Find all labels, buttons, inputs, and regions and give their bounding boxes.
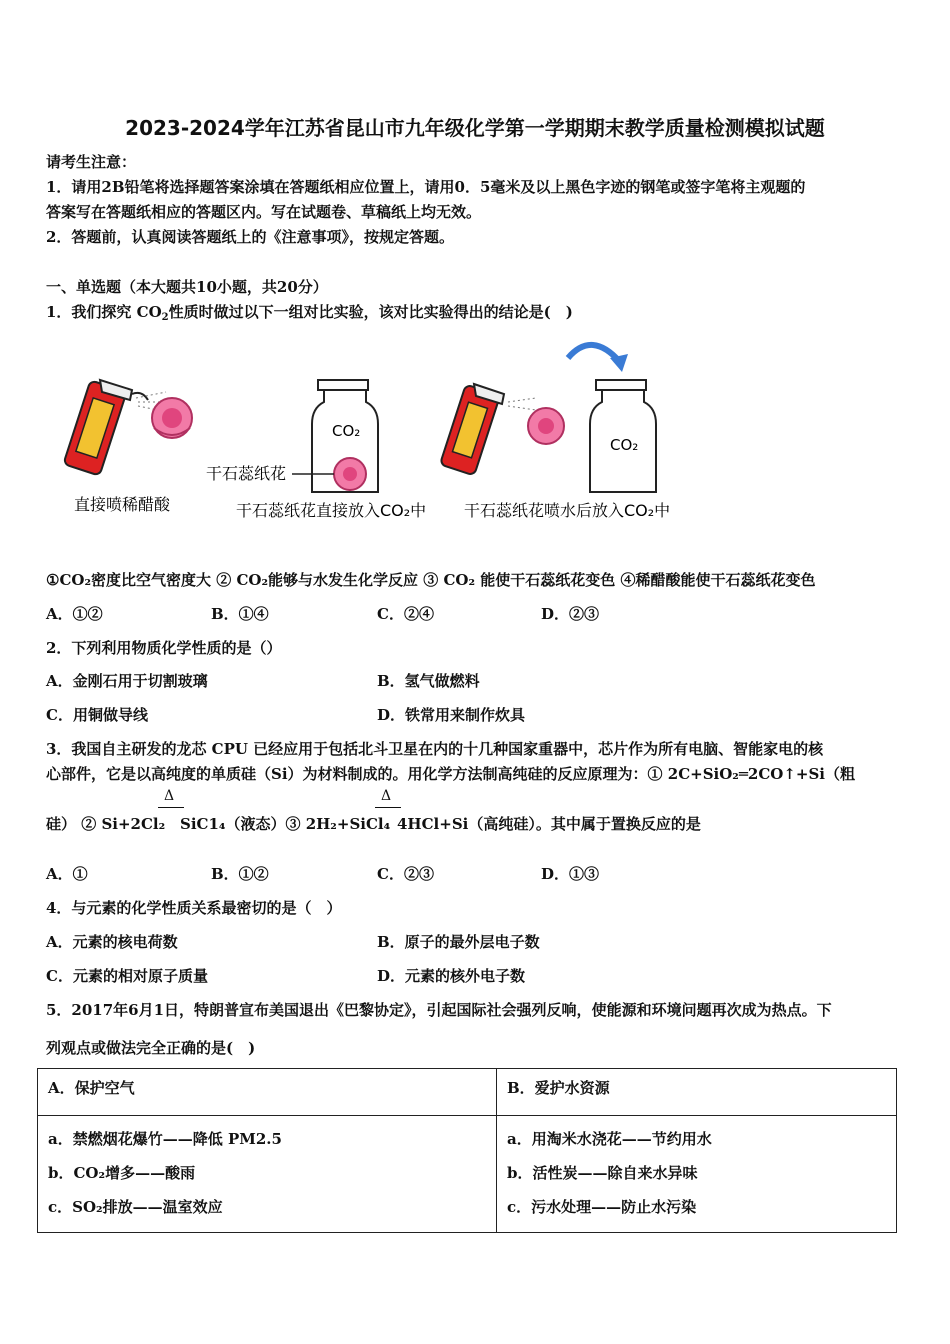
- label-dry-litmus-flower: 干石蕊纸花: [206, 464, 287, 483]
- curved-arrow-icon: [568, 345, 628, 372]
- q1-option-b: B．①④: [211, 605, 269, 623]
- table-head-b: B．爱护水资源: [497, 1069, 897, 1116]
- table-cell-b: [497, 1116, 897, 1233]
- notice-item-1-line-1: 1．请用2B铅笔将选择题答案涂填在答题纸相应位置上，请用0．5毫米及以上黑色字迹的钢笔或签字笔将主观题的: [46, 178, 806, 196]
- table-a-item-3: c．SO₂排放——温室效应: [48, 1198, 223, 1216]
- q3-line-2: 心部件，它是以高纯度的单质硅（Si）为材料制成的。用化学方法制高纯硅的反应原理为：① 2C+SiO₂═2CO↑+Si（粗: [46, 765, 856, 783]
- q1-stem-subscript: 2: [161, 312, 169, 323]
- table-b-item-3: c．污水处理——防止水污染: [507, 1198, 697, 1216]
- q3-line-3-part-b: SiC1₄（液态）③ 2H₂+SiCl₄: [180, 815, 391, 833]
- q3-option-a: A．①: [46, 865, 88, 883]
- table-cell-a: [38, 1116, 497, 1233]
- table-b-item-1: a．用淘米水浇花——节约用水: [507, 1130, 712, 1148]
- q4-option-a: A．元素的核电荷数: [46, 933, 178, 951]
- q1-experiment-figure: [60, 332, 700, 532]
- q3-option-c: C．②③: [377, 865, 434, 883]
- q4-option-d: D．元素的核外电子数: [377, 967, 526, 985]
- q2-option-c: C．用铜做导线: [46, 706, 148, 724]
- q3-heat-symbol-2: Δ: [381, 788, 392, 804]
- caption-jar-c: 干石蕊纸花喷水后放入CO₂中: [464, 501, 671, 520]
- q1-option-d: D．②③: [541, 605, 600, 623]
- q5-line-1: 5．2017年6月1日，特朗普宣布美国退出《巴黎协定》，引起国际社会强列反响，使能源和环境问题再次成为热点。下: [46, 1001, 832, 1019]
- notice-item-2: 2．答题前，认真阅读答题纸上的《注意事项》，按规定答题。: [46, 228, 454, 246]
- spray-bottle-2-icon: [440, 384, 536, 476]
- q2-stem: 2．下列利用物质化学性质的是（）: [46, 639, 282, 657]
- q1-option-c: C．②④: [377, 605, 434, 623]
- q3-line-3-part-c: 4HCl+Si（高纯硅）。其中属于置换反应的是: [397, 815, 701, 833]
- q1-stem-part-b: 性质时做过以下一组对比实验，该对比实验得出的结论是( ): [168, 303, 573, 321]
- q4-option-c: C．元素的相对原子质量: [46, 967, 208, 985]
- q3-option-b: B．①②: [211, 865, 269, 883]
- notice-heading: 请考生注意：: [46, 153, 137, 171]
- label-spray-acid: 直接喷稀醋酸: [74, 495, 171, 514]
- table-b-item-2: b．活性炭——除自来水异味: [507, 1164, 698, 1182]
- q5-options-table: [37, 1068, 897, 1233]
- table-a-item-2: b．CO₂增多——酸雨: [48, 1164, 196, 1182]
- label-co2-jar-b: CO₂: [332, 422, 361, 440]
- q3-option-d: D．①③: [541, 865, 600, 883]
- q3-line-3-part-a: 硅） ② Si+2Cl₂: [46, 815, 166, 833]
- caption-jar-b: 干石蕊纸花直接放入CO₂中: [236, 501, 427, 520]
- q1-stem: [46, 301, 573, 323]
- q3-heat-symbol-1: Δ: [164, 788, 175, 804]
- q2-option-d: D．铁常用来制作炊具: [377, 706, 526, 724]
- q4-option-b: B．原子的最外层电子数: [377, 933, 540, 951]
- q1-option-a: A．①②: [46, 605, 103, 623]
- q4-stem: 4．与元素的化学性质关系最密切的是（ ）: [46, 899, 342, 917]
- q3-line-1: 3．我国自主研发的龙芯 CPU 已经应用于包括北斗卫星在内的十几种国家重器中，芯片作为所有电脑、智能家电的核: [46, 740, 824, 758]
- section-heading: 一、单选题（本大题共10小题，共20分）: [46, 278, 328, 296]
- q5-line-2: 列观点或做法完全正确的是( ): [46, 1039, 256, 1057]
- q2-option-b: B．氢气做燃料: [377, 672, 480, 690]
- q1-stem-part-a: 1．我们探究 CO: [46, 303, 162, 321]
- flower-icon: [152, 398, 192, 438]
- q2-option-a: A．金刚石用于切割玻璃: [46, 672, 208, 690]
- flower-2-icon: [528, 408, 564, 444]
- spray-bottle-icon: [63, 380, 168, 476]
- page-title: 2023-2024学年江苏省昆山市九年级化学第一学期期末教学质量检测模拟试题: [125, 116, 825, 140]
- label-co2-jar-c: CO₂: [610, 436, 639, 454]
- notice-item-1-line-2: 答案写在答题纸相应的答题区内。写在试题卷、草稿纸上均无效。: [46, 203, 482, 221]
- table-a-item-1: a．禁燃烟花爆竹——降低 PM2.5: [48, 1130, 282, 1148]
- q1-conclusions: ①CO₂密度比空气密度大 ② CO₂能够与水发生化学反应 ③ CO₂ 能使干石蕊纸花变色 ④稀醋酸能使干石蕊纸花变色: [46, 571, 816, 589]
- table-head-a: A．保护空气: [38, 1069, 497, 1116]
